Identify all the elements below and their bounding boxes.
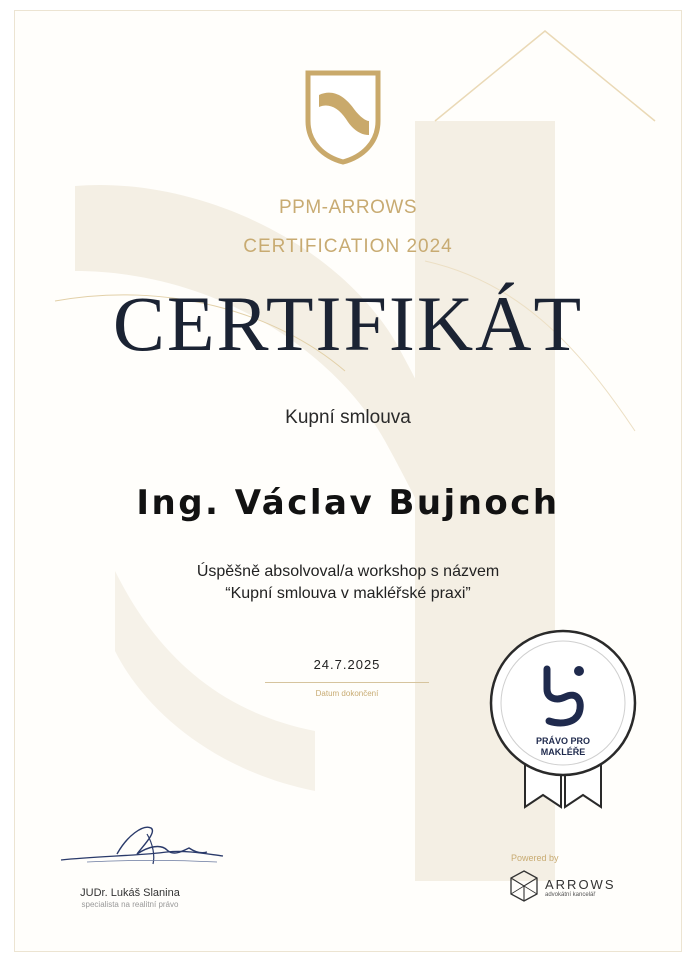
signatory-role: specialista na realitní právo <box>81 900 179 909</box>
program-name: PPM-ARROWS <box>279 197 417 218</box>
recipient-name: Ing. Václav Bujnoch <box>136 483 560 523</box>
completion-date-caption: Datum dokončení <box>315 689 379 698</box>
date-divider <box>265 682 429 683</box>
completion-statement: Úspěšně absolvoval/a workshop s názvem <box>196 563 500 580</box>
certification-year: CERTIFICATION 2024 <box>243 236 453 257</box>
badge-text-line1: PRÁVO PRO <box>535 736 591 746</box>
signature-image <box>57 816 227 876</box>
crest-emblem-icon <box>304 69 382 165</box>
arrows-cube-logo-icon <box>509 869 539 903</box>
powered-by-label: Powered by <box>511 853 559 863</box>
signatory-name: JUDr. Lukáš Slanina <box>80 887 180 899</box>
sponsor-name: ARROWS <box>545 877 616 892</box>
completion-date: 24.7.2025 <box>313 657 381 672</box>
pravo-pro-maklere-badge-icon <box>481 629 645 809</box>
certificate-sheet <box>14 10 682 952</box>
certificate-title: CERTIFIKÁT <box>112 280 584 367</box>
course-subject: Kupní smlouva <box>285 407 411 428</box>
sponsor-tagline: advokátní kancelář <box>545 892 596 898</box>
badge-text-line2: MAKLÉŘE <box>540 747 586 757</box>
workshop-title: “Kupní smlouva v makléřské praxi” <box>225 585 471 602</box>
